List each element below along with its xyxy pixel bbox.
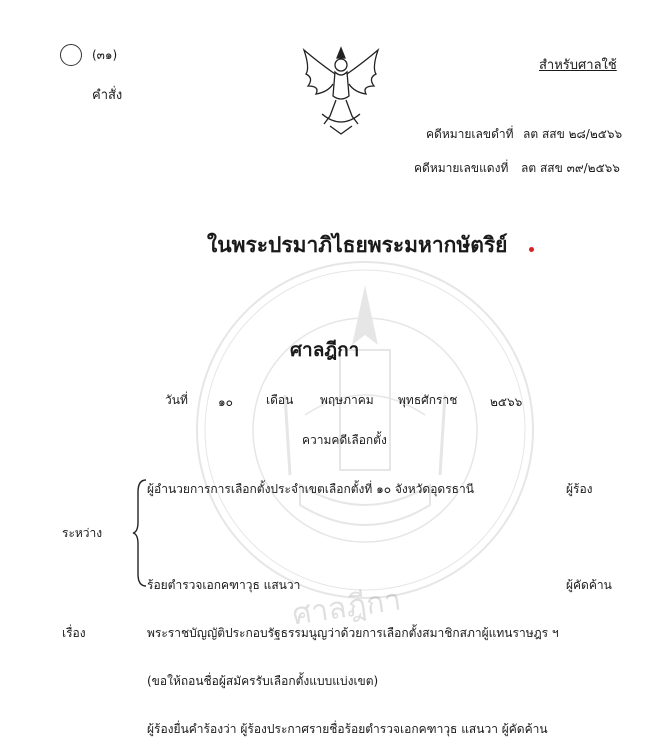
case-sequence-number: (๓๑): [92, 48, 118, 62]
body-paragraph-line: ผู้ร้องยื่นคำร้องว่า ผู้ร้องประกาศรายชื่อร้อยตำรวจเอกคฑาวุธ แสนวา ผู้คัดค้าน: [147, 722, 548, 736]
subject-label: เรื่อง: [62, 626, 86, 640]
garuda-emblem-icon: [300, 44, 382, 136]
date-month-label: เดือน: [266, 393, 294, 407]
order-label: คำสั่ง: [92, 88, 123, 103]
petitioner-name: ผู้อำนวยการการเลือกตั้งประจำเขตเลือกตั้งที่ ๑๐ จังหวัดอุดรธานี: [147, 482, 474, 496]
respondent-name: ร้อยตำรวจเอกคฑาวุธ แสนวา: [147, 578, 301, 592]
subject-line-1: พระราชบัญญัติประกอบรัฐธรรมนูญว่าด้วยการเลือกตั้งสมาชิกสภาผู้แทนราษฎร ฯ: [147, 626, 559, 640]
date-day: ๑๐: [218, 395, 233, 409]
date-day-label: วันที่: [165, 393, 188, 407]
case-type: ความคดีเลือกตั้ง: [302, 433, 387, 447]
respondent-role: ผู้คัดค้าน: [566, 578, 612, 592]
subject-line-2: (ขอให้ถอนชื่อผู้สมัครรับเลือกตั้งแบบแบ่งเขต): [147, 674, 379, 688]
black-case-number: ลต สสข ๒๘/๒๕๖๖: [523, 127, 623, 141]
black-case-label: คดีหมายเลขดำที่: [426, 127, 514, 141]
royal-title: ในพระปรมาภิไธยพระมหากษัตริย์: [207, 233, 508, 257]
red-case-number: ลต สสข ๓๙/๒๕๖๖: [521, 161, 620, 175]
court-use-label: สำหรับศาลใช้: [539, 58, 617, 73]
circle-marker-icon: [60, 44, 82, 66]
between-label: ระหว่าง: [62, 526, 103, 540]
watermark-text: ศาลฎีกา: [290, 582, 404, 633]
red-dot-marker: [529, 247, 534, 252]
court-name: ศาลฎีกา: [290, 339, 360, 361]
date-year: ๒๕๖๖: [490, 395, 523, 409]
parties-brace-icon: [132, 478, 148, 588]
date-month: พฤษภาคม: [320, 393, 374, 407]
petitioner-role: ผู้ร้อง: [566, 482, 593, 496]
date-year-label: พุทธศักราช: [398, 393, 458, 407]
red-case-label: คดีหมายเลขแดงที่: [414, 161, 509, 175]
court-seal-watermark: [190, 255, 540, 605]
